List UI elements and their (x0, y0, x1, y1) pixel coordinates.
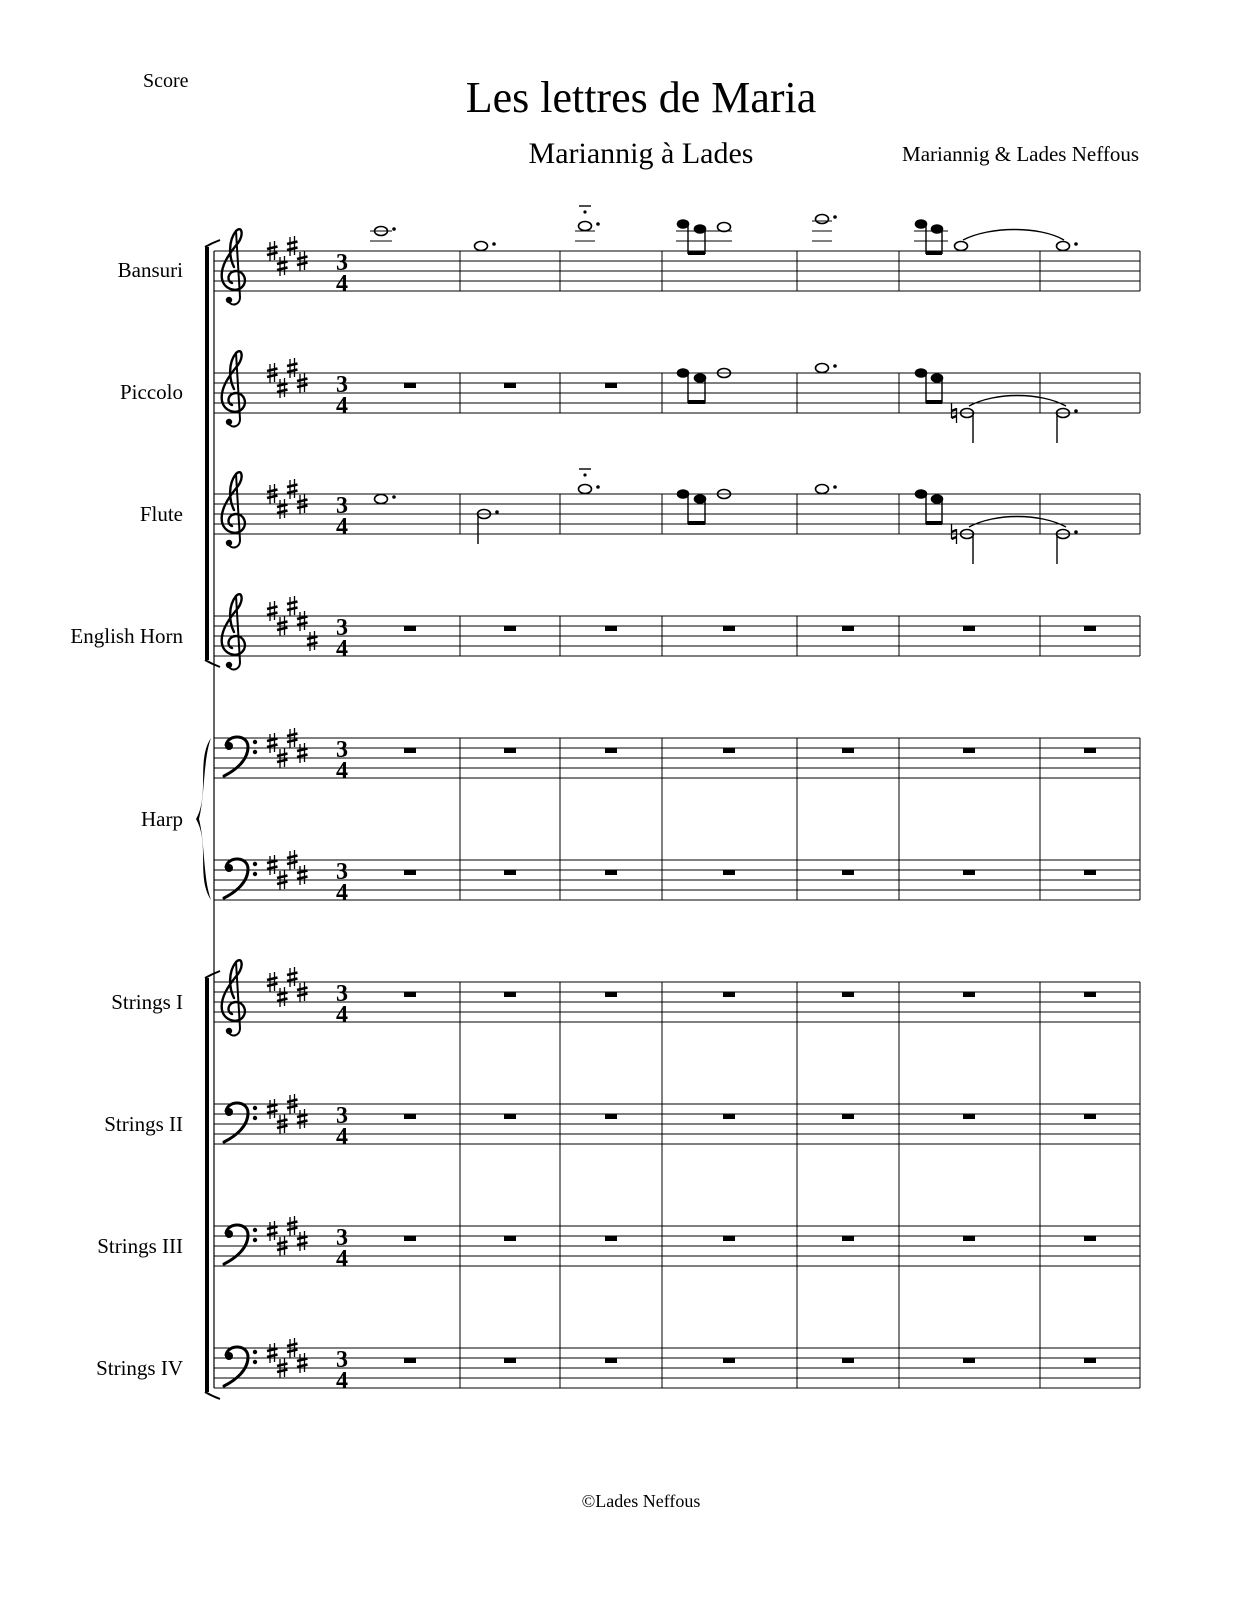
time-sig-denominator: 4 (336, 636, 348, 662)
treble-clef-icon (222, 960, 245, 1035)
staff-strings-1 (214, 960, 1140, 1388)
staff-harp-lower (214, 850, 1140, 906)
bass-clef-icon (224, 859, 257, 898)
system-brackets (196, 240, 220, 1399)
staff-harp-upper (214, 728, 1140, 900)
time-sig-denominator: 4 (336, 1124, 348, 1150)
time-sig-numerator: 3 (336, 250, 348, 276)
instrument-label: Flute (139, 502, 183, 526)
piece-subtitle: Mariannig à Lades (528, 137, 754, 170)
time-sig-numerator: 3 (336, 1225, 348, 1251)
flute-notes (375, 469, 1078, 564)
bansuri-notes (240, 206, 1078, 254)
treble-clef-icon (222, 472, 245, 547)
time-sig-numerator: 3 (336, 615, 348, 641)
instrument-label: Piccolo (120, 380, 183, 404)
bass-clef-icon (224, 1347, 257, 1386)
treble-clef-icon (222, 594, 245, 669)
time-sig-numerator: 3 (336, 1347, 348, 1373)
composer-credit: Mariannig & Lades Neffous (902, 142, 1139, 166)
harp-brace-icon (196, 738, 211, 900)
time-sig-denominator: 4 (336, 1368, 348, 1394)
bass-clef-icon (224, 1103, 257, 1142)
time-sig-denominator: 4 (336, 514, 348, 540)
time-sig-numerator: 3 (336, 493, 348, 519)
time-sig-denominator: 4 (336, 1002, 348, 1028)
staff-bansuri (214, 206, 1140, 304)
treble-clef-icon (222, 229, 245, 304)
time-sig-numerator: 3 (336, 859, 348, 885)
instrument-label: Strings II (104, 1112, 183, 1136)
rest-icon (504, 383, 516, 388)
instrument-label: Strings III (97, 1234, 183, 1258)
instrument-label: English Horn (70, 624, 183, 648)
rest-icon (605, 383, 617, 388)
instrument-label: Bansuri (117, 258, 183, 282)
time-sig-numerator: 3 (336, 1103, 348, 1129)
staff-strings-3 (214, 1216, 1140, 1272)
staff-english-horn (214, 594, 1140, 669)
rest-icon (404, 383, 416, 388)
time-sig-denominator: 4 (336, 393, 348, 419)
staff-strings-2 (214, 1094, 1140, 1150)
time-sig-denominator: 4 (336, 271, 348, 297)
time-sig-numerator: 3 (336, 737, 348, 763)
piece-title: Les lettres de Maria (465, 73, 817, 122)
instrument-label: Strings IV (96, 1356, 183, 1380)
instrument-labels (70, 258, 183, 1380)
bass-clef-icon (224, 737, 257, 776)
time-sig-numerator: 3 (336, 981, 348, 1007)
time-sig-denominator: 4 (336, 758, 348, 784)
staff-piccolo (214, 351, 1140, 443)
time-sig-denominator: 4 (336, 880, 348, 906)
bass-clef-icon (224, 1225, 257, 1264)
time-sig-denominator: 4 (336, 1246, 348, 1272)
copyright-notice: ©Lades Neffous (581, 1491, 701, 1511)
instrument-label: Strings I (111, 990, 183, 1014)
treble-clef-icon (222, 351, 245, 426)
time-sig-numerator: 3 (336, 372, 348, 398)
staff-flute (214, 469, 1140, 564)
staff-strings-4 (214, 1338, 1140, 1394)
instrument-label: Harp (141, 807, 183, 831)
score-label: Score (143, 70, 189, 92)
